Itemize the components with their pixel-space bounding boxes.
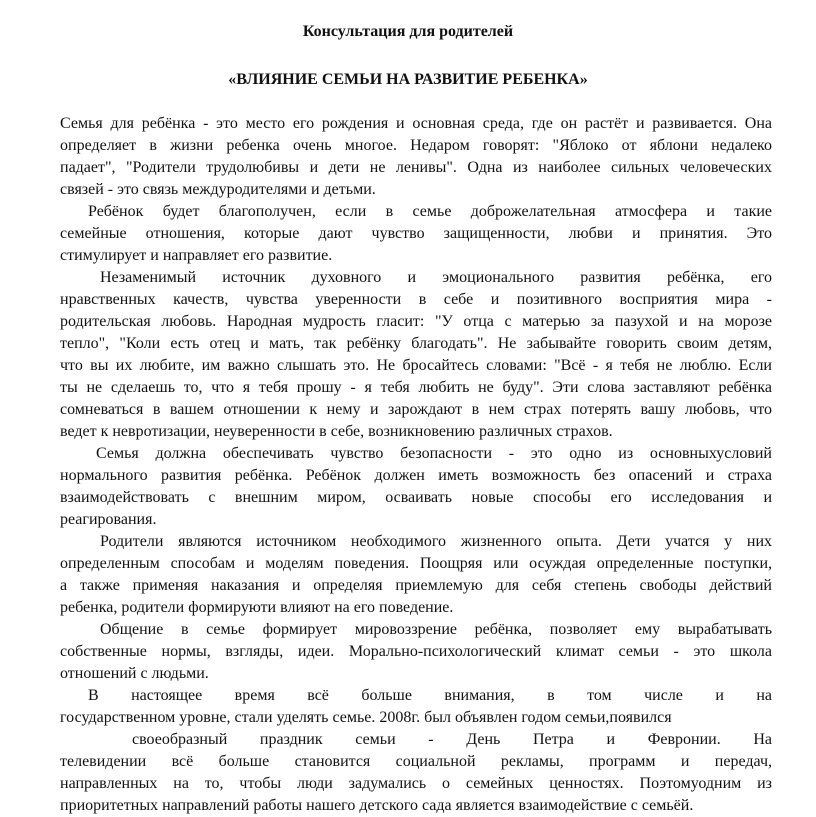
text-line: направленных на то, чтобы люди задумались о семейных ценностях. Поэтомуодним из: [60, 775, 772, 792]
text-line: реагирования.: [60, 511, 157, 528]
text-line: а также применяя наказания и определяя приемлемую для себя степень свободы действий: [60, 577, 772, 594]
text-line: семейные отношения, которые дают чувство защищенности, любви и принятия. Это: [60, 225, 772, 242]
text-line: родительская любовь. Народная мудрость гласит: "У отца с матерью за пазухой и на морозе: [60, 313, 772, 330]
text-line: падает", "Родители трудолюбивы и дети не ленивы". Одна из наиболее сильных человеческих: [60, 159, 772, 176]
document-body: [60, 113, 772, 817]
text-line: определенным способам и моделям поведения. Поощряя или осуждая определенные поступки,: [60, 555, 772, 572]
text-line: Семья должна обеспечивать чувство безопасности - это одно из основныхусловий: [96, 445, 772, 462]
text-line: взаимодействовать с внешним миром, осваивать новые способы его исследования и: [60, 489, 772, 506]
text-line: собственные нормы, взгляды, идеи. Морально-психологический климат семьи - это школа: [60, 643, 772, 660]
text-line: что вы их любите, им важно слышать это. Не бросайтесь словами: "Всё - я тебя не люблю. Если: [60, 357, 772, 374]
text-line: Ребёнок будет благополучен, если в семье доброжелательная атмосфера и такие: [88, 203, 772, 220]
text-line: стимулирует и направляет его развитие.: [60, 247, 333, 264]
text-line: отношений с людьми.: [60, 665, 209, 682]
text-line: ребенка, родители формируюти влияют на его поведение.: [60, 599, 454, 616]
text-line: нравственных качеств, чувства уверенности в себе и позитивного восприятия мира -: [60, 291, 772, 308]
text-line: нормального развития ребёнка. Ребёнок должен иметь возможность без опасений и страха: [60, 467, 772, 484]
text-line: Незаменимый источник духовного и эмоционального развития ребёнка, его: [100, 269, 772, 286]
text-line: В настоящее время всё больше внимания, в том числе и на: [88, 687, 772, 704]
text-line: Семья для ребёнка - это место его рождения и основная среда, где он растёт и развивается. Она: [60, 115, 772, 132]
text-line: ты не сделаешь то, что я тебя прошу - я тебя любить не буду". Эти слова заставляют ребёнка: [60, 379, 772, 396]
document-subtitle: «ВЛИЯНИЕ СЕМЬИ НА РАЗВИТИЕ РЕБЕНКА»: [228, 71, 588, 88]
text-line: определяет в жизни ребенка очень многое. Недаром говорят: "Яблоко от яблони недалеко: [60, 137, 772, 154]
text-line: телевидении всё больше становится социальной рекламы, программ и передач,: [60, 753, 772, 770]
text-line: своеобразный праздник семьи - День Петра и Февронии. На: [132, 731, 772, 748]
text-line: связей - это связь междуродителями и детьми.: [60, 181, 376, 198]
text-line: Родители являются источником необходимого жизненного опыта. Дети учатся у них: [100, 533, 772, 550]
text-line: сомневаться в вашем отношении к нему и зарождают в нем страх потерять вашу любовь, что: [60, 401, 772, 418]
text-line: тепло", "Коли есть отец и мать, так ребёнку благодать". Не забывайте говорить своим детям,: [60, 335, 772, 352]
text-line: Общение в семье формирует мировоззрение ребёнка, позволяет ему вырабатывать: [100, 621, 772, 638]
text-line: ведет к невротизации, неуверенности в себе, возникновению различных страхов.: [60, 423, 613, 440]
document-title: Консультация для родителей: [302, 23, 514, 40]
text-line: приоритетных направлений работы нашего детского сада является взаимодействие с семьёй.: [60, 797, 694, 814]
text-line: государственном уровне, стали уделять семье. 2008г. был объявлен годом семьи,появился: [60, 709, 672, 726]
